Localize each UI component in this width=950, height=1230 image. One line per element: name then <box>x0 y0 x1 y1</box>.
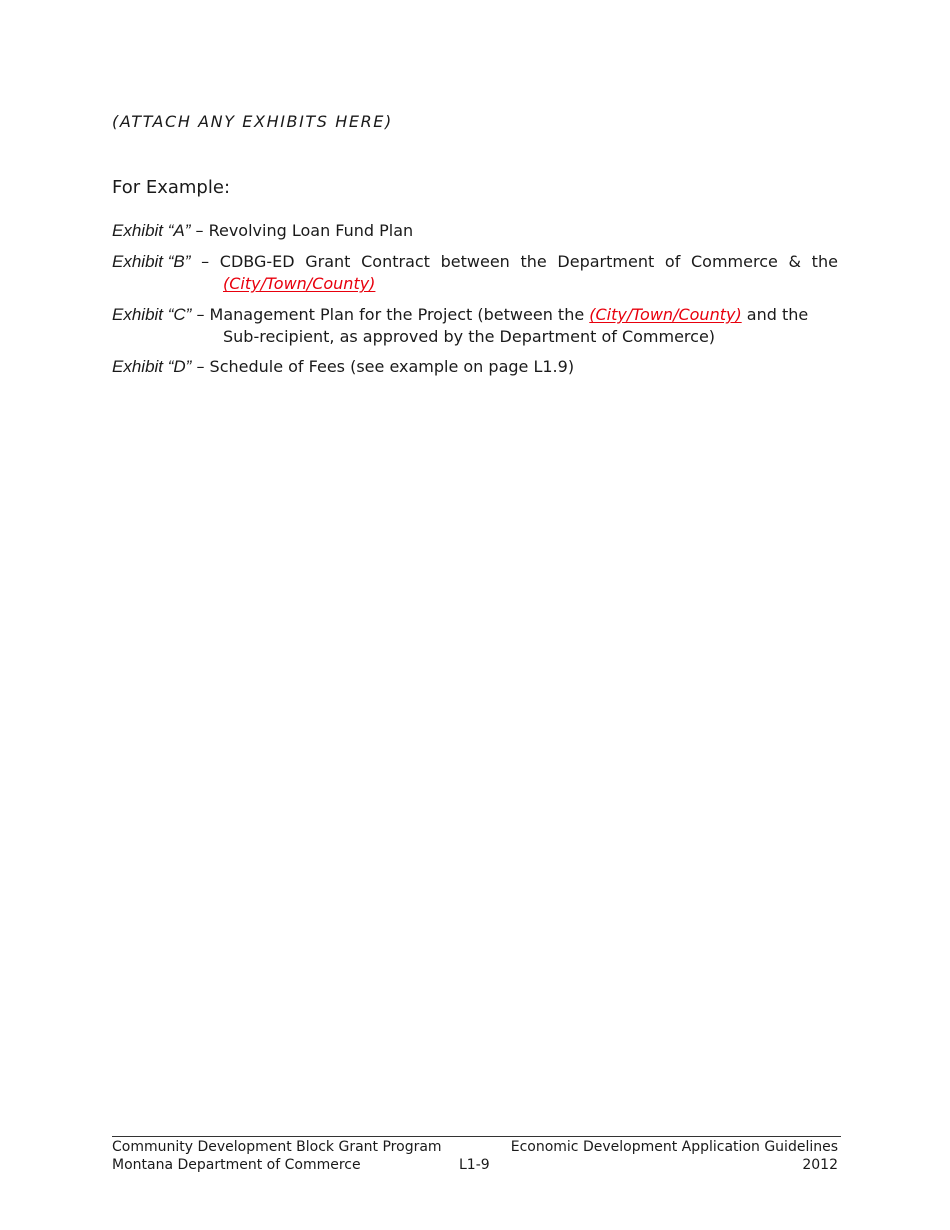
exhibit-c-text-before: – Management Plan for the Project (between the <box>191 305 590 324</box>
exhibit-b-word: between <box>440 252 510 271</box>
exhibit-c-line1 <box>112 304 838 326</box>
page-number: L1-9 <box>459 1157 490 1173</box>
exhibit-c-label: Exhibit “C” <box>112 305 192 324</box>
exhibit-b-word: Contract <box>361 252 430 271</box>
exhibit-b-word: the <box>811 252 838 271</box>
exhibit-b <box>112 251 838 295</box>
for-example-intro: For Example: <box>112 177 231 198</box>
exhibit-d-description: – Schedule of Fees (see example on page L1.9) <box>191 357 575 376</box>
exhibit-b-word: Grant <box>305 252 351 271</box>
exhibit-c-text-after: and the <box>741 305 809 324</box>
exhibit-a <box>112 220 838 242</box>
exhibit-b-word: Commerce <box>691 252 778 271</box>
exhibit-b-line1 <box>112 251 838 273</box>
exhibit-b-word: Department <box>557 252 655 271</box>
exhibit-b-word: CDBG-ED <box>219 252 295 271</box>
exhibit-b-word: – <box>201 252 210 271</box>
exhibit-d <box>112 356 838 378</box>
footer-left <box>112 1138 442 1174</box>
attach-exhibits-heading: (ATTACH ANY EXHIBITS HERE) <box>112 112 393 131</box>
exhibit-b-word: & <box>788 252 801 271</box>
footer-program-name: Community Development Block Grant Program <box>112 1139 442 1155</box>
exhibit-b-label: Exhibit “B” <box>112 252 191 271</box>
exhibit-b-word: of <box>664 252 681 271</box>
city-town-county-link[interactable]: (City/Town/County) <box>589 305 742 324</box>
exhibit-c <box>112 304 838 348</box>
exhibit-c-line2: Sub-recipient, as approved by the Department of Commerce) <box>223 327 716 346</box>
city-town-county-link[interactable]: (City/Town/County) <box>223 274 376 293</box>
footer-divider <box>112 1136 841 1137</box>
exhibit-d-label: Exhibit “D” <box>112 357 192 376</box>
footer-year: 2012 <box>802 1157 838 1173</box>
exhibit-b-word: the <box>520 252 547 271</box>
exhibit-a-label: Exhibit “A” <box>112 221 191 240</box>
footer-department-name: Montana Department of Commerce <box>112 1157 361 1173</box>
footer-guidelines-title: Economic Development Application Guidelines <box>510 1139 838 1155</box>
exhibit-a-description: – Revolving Loan Fund Plan <box>190 221 414 240</box>
footer-right <box>511 1138 838 1174</box>
